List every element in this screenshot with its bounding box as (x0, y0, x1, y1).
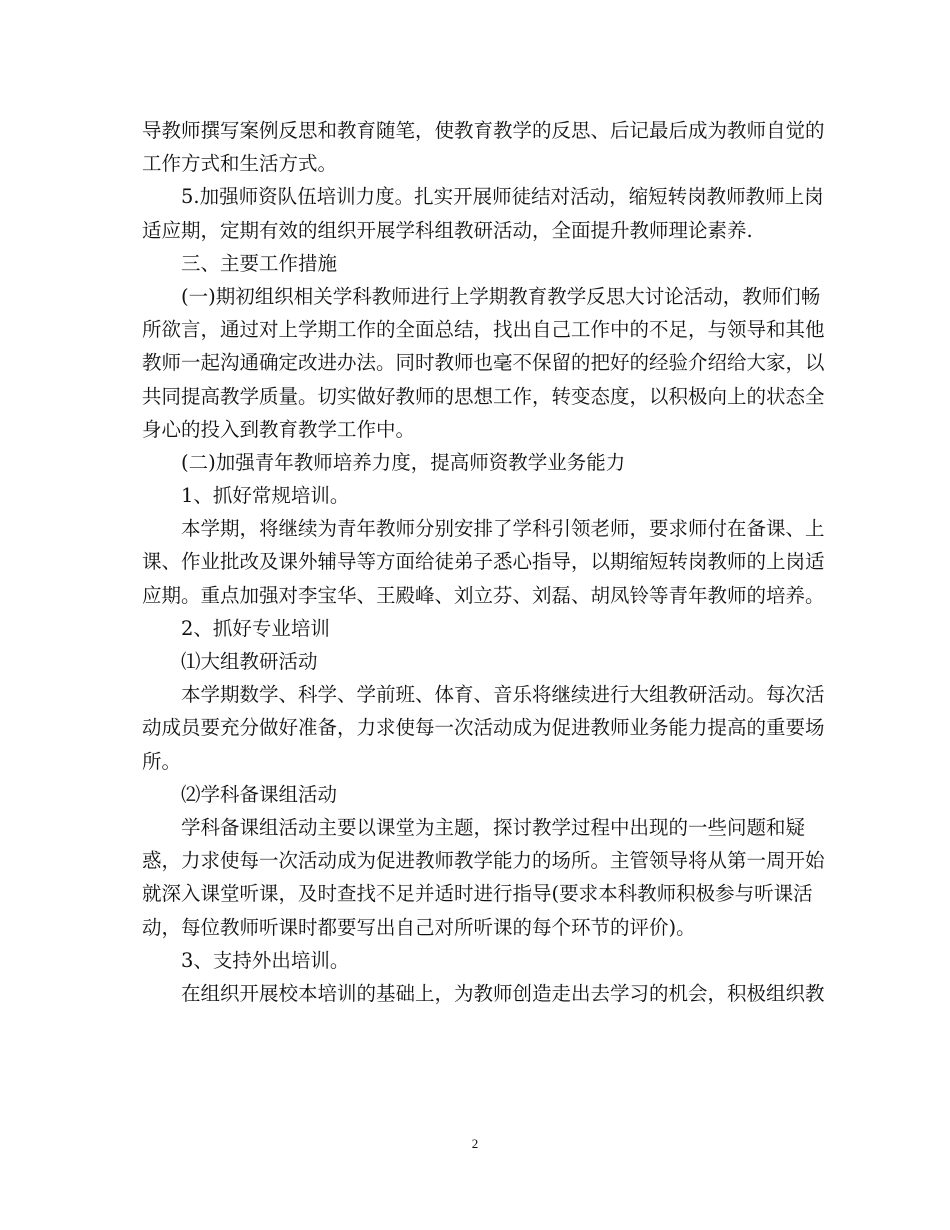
text-line: 教师一起沟通确定改进办法。同时教师也毫不保留的把好的经验介绍给大家，以 (142, 351, 825, 375)
text-line: 本学期数学、科学、学前班、体育、音乐将继续进行大组教研活动。每次活 (181, 683, 825, 707)
text-line: 导教师撰写案例反思和教育随笔，使教育教学的反思、后记最后成为教师自觉的 (142, 119, 825, 142)
text-line: 所。 (142, 749, 182, 773)
text-line: 就深入课堂听课，及时查找不足并适时进行指导(要求本科教师积极参与听课活 (142, 882, 813, 906)
text-line: 学科备课组活动主要以课堂为主题，探讨教学过程中出现的一些问题和疑 (181, 815, 806, 839)
document-body (142, 114, 825, 1010)
text-line: 2、抓好专业培训 (181, 616, 330, 640)
text-line: 应期。重点加强对李宝华、王殿峰、刘立芬、刘磊、胡凤铃等青年教师的培养。 (142, 583, 825, 607)
text-line: 所欲言，通过对上学期工作的全面总结，找出自己工作中的不足，与领导和其他 (142, 318, 825, 342)
text-line: (一)期初组织相关学科教师进行上学期教育教学反思大讨论活动，教师们畅 (181, 284, 821, 308)
text-line: 惑，力求使每一次活动成为促进教师教学能力的场所。主管领导将从第一周开始 (142, 849, 825, 873)
text-line: ⑵学科备课组活动 (181, 782, 338, 806)
page-number: 2 (471, 1136, 479, 1151)
text-line: 5.加强师资队伍培训力度。扎实开展师徒结对活动，缩短转岗教师教师上岗 (181, 185, 824, 209)
text-line: 动成员要充分做好准备，力求使每一次活动成为促进教师业务能力提高的重要场 (142, 716, 825, 740)
text-line: 适应期，定期有效的组织开展学科组教研活动，全面提升教师理论素养. (142, 218, 753, 242)
text-line: 身心的投入到教育教学工作中。 (142, 417, 416, 441)
text-line: 课、作业批改及课外辅导等方面给徒弟子悉心指导，以期缩短转岗教师的上岗适 (142, 550, 825, 574)
text-line: 本学期，将继续为青年教师分别安排了学科引领老师，要求师付在备课、上 (181, 517, 825, 541)
text-line: 工作方式和生活方式。 (142, 152, 338, 176)
text-line: 1、抓好常规培训。 (181, 484, 350, 508)
text-line: ⑴大组教研活动 (181, 650, 318, 673)
text-line: 三、主要工作措施 (181, 251, 338, 275)
text-line: 在组织开展校本培训的基础上，为教师创造走出去学习的机会，积极组织教 (181, 981, 825, 1005)
text-line: (二)加强青年教师培养力度，提高师资教学业务能力 (181, 450, 626, 474)
text-line: 动，每位教师听课时都要写出自己对所听课的每个环节的评价)。 (142, 915, 696, 939)
text-line: 3、支持外出培训。 (181, 948, 350, 972)
text-line: 共同提高教学质量。切实做好教师的思想工作，转变态度，以积极向上的状态全 (142, 384, 825, 408)
